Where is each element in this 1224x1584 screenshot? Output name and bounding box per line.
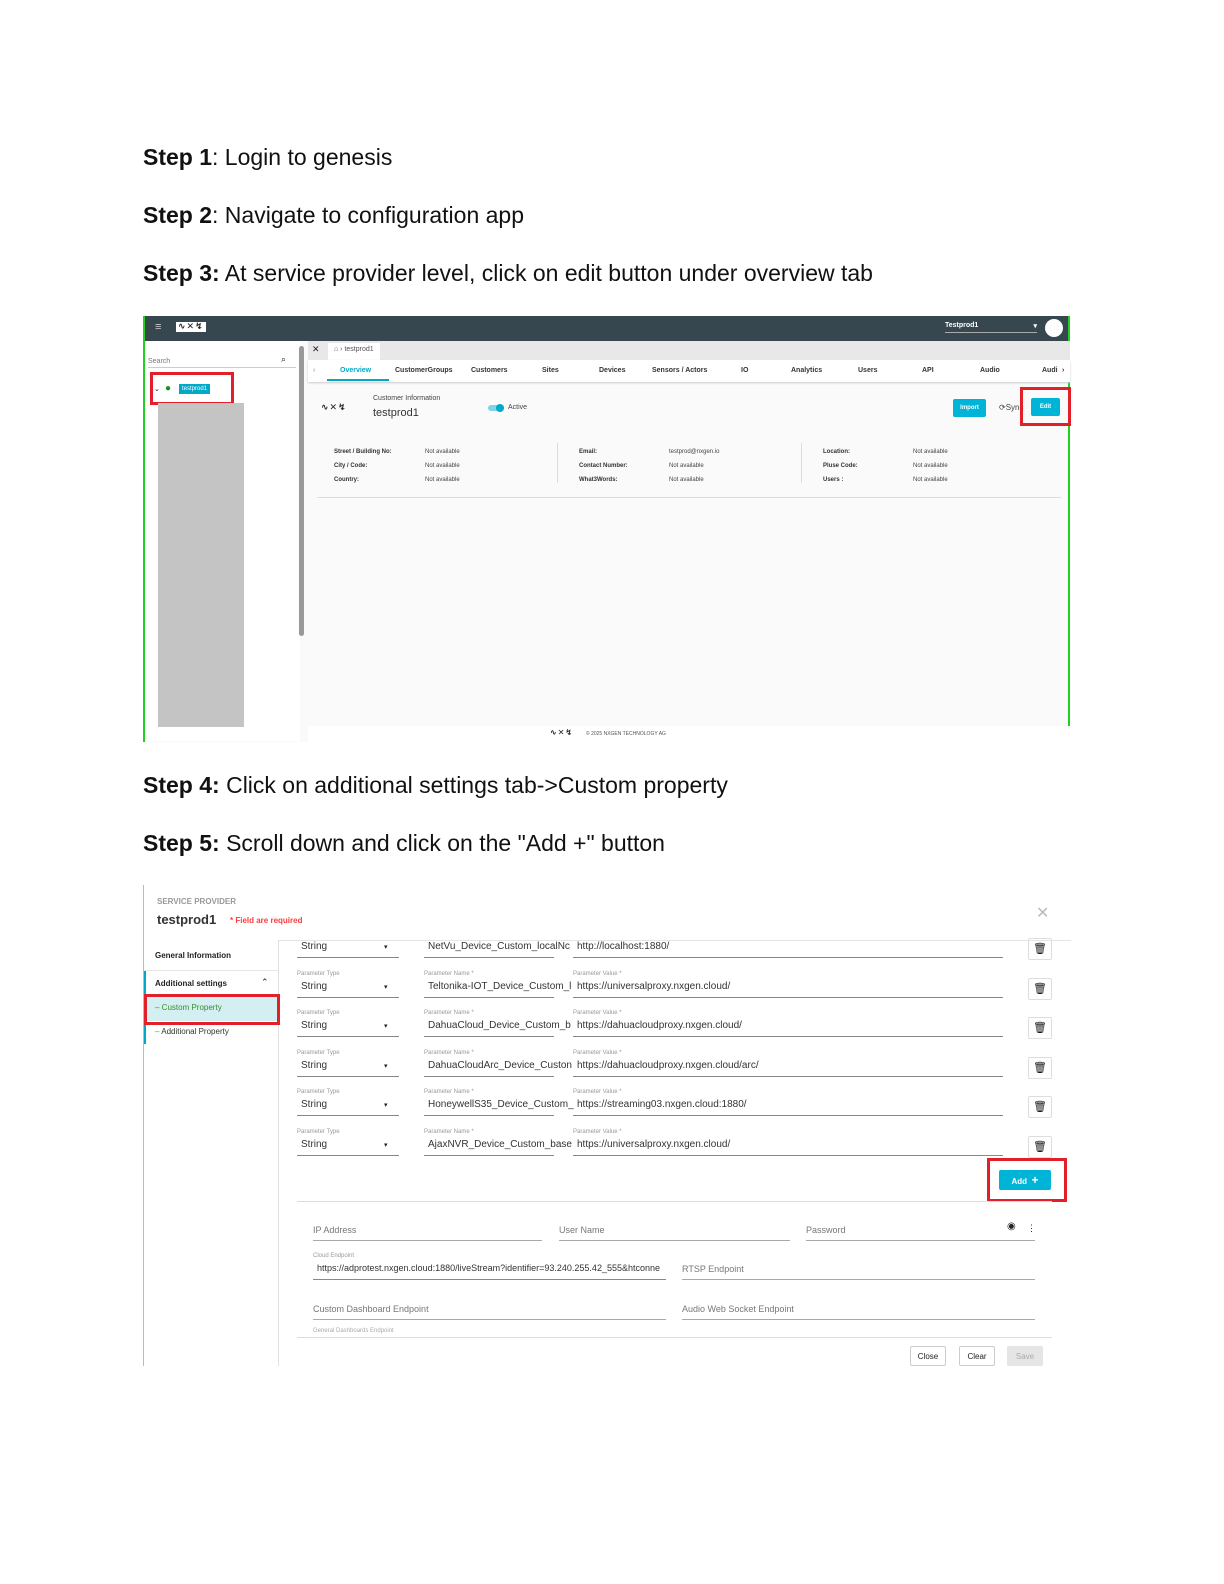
detail-label: What3Words:	[579, 477, 618, 483]
breadcrumb-item: testprod1	[344, 346, 374, 353]
account-name: Testprod1	[945, 322, 979, 329]
caret-down-icon: ▾	[384, 983, 388, 991]
eye-off-icon[interactable]: ◉	[1007, 1221, 1016, 1232]
overview-screenshot	[143, 316, 1070, 742]
parameter-type-label: Parameter Type	[297, 1089, 340, 1096]
parameter-name-label: Parameter Name *	[424, 1129, 474, 1135]
nav-custom-property[interactable]: – Custom Property	[146, 997, 277, 1021]
custom-property-screenshot	[143, 885, 1070, 1366]
delete-icon[interactable]: 🗑	[1028, 1136, 1052, 1158]
detail-label: Pluse Code:	[823, 463, 858, 469]
caret-down-icon: ▾	[384, 1062, 388, 1070]
clear-button[interactable]: Clear	[959, 1346, 995, 1366]
detail-label: City / Code:	[334, 463, 368, 469]
parameter-type-select[interactable]: String	[297, 1020, 399, 1037]
add-label: Add	[1011, 1177, 1028, 1186]
custom-dashboard-field[interactable]: Custom Dashboard Endpoint	[313, 1304, 666, 1320]
step-2	[143, 202, 524, 229]
nav-general-information[interactable]: General Information	[155, 951, 232, 960]
parameter-name-field[interactable]: HoneywellS35_Device_Custom_	[424, 1099, 554, 1116]
highlight-box	[144, 994, 280, 1025]
tab-indicator	[327, 379, 389, 381]
tab-sensors-actors[interactable]: Sensors / Actors	[652, 367, 708, 374]
delete-icon[interactable]: 🗑	[1028, 1057, 1052, 1079]
tab-customergroups[interactable]: CustomerGroups	[395, 367, 453, 374]
detail-value: Not available	[425, 477, 460, 483]
user-icon: ●	[165, 383, 172, 394]
nav-additional-property-label: Additional Property	[161, 1027, 229, 1036]
tab-analytics[interactable]: Analytics	[791, 367, 823, 374]
delete-icon[interactable]: 🗑	[1028, 938, 1052, 960]
tab-audio[interactable]: Audio	[980, 367, 1000, 374]
highlight-box	[150, 372, 234, 405]
parameter-name-field[interactable]: DahuaCloud_Device_Custom_b	[424, 1020, 554, 1037]
caret-down-icon: ▾	[384, 1142, 388, 1149]
home-icon: ⌂ ›	[334, 346, 345, 353]
detail-value: Not available	[913, 449, 948, 455]
detail-label: Location:	[823, 449, 850, 455]
nxgen-logo: ∿✕↯	[178, 322, 204, 332]
active-toggle[interactable]	[488, 405, 504, 411]
caret-down-icon: ▾	[384, 944, 388, 951]
step-label: Step 2	[143, 202, 213, 228]
parameter-type-label: Parameter Type	[297, 970, 340, 977]
close-icon[interactable]: ✕	[1036, 905, 1050, 922]
status-label: Active	[508, 404, 528, 411]
parameter-value-field[interactable]: https://dahuacloudproxy.nxgen.cloud/	[573, 1020, 1003, 1037]
plus-icon: +	[1031, 1173, 1039, 1187]
tree-panel	[145, 341, 300, 741]
parameter-name-field[interactable]: DahuaCloudArc_Device_Custon	[424, 1060, 554, 1077]
parameter-value-label: Parameter Value *	[573, 970, 622, 977]
import-button[interactable]: Import	[953, 399, 986, 417]
avatar[interactable]	[1045, 319, 1063, 337]
detail-value: Not available	[425, 463, 460, 469]
parameter-value-field[interactable]: https://universalproxy.nxgen.cloud/	[573, 1139, 1003, 1156]
detail-label: Contact Number:	[579, 463, 628, 469]
detail-label: Users :	[823, 477, 844, 483]
delete-icon[interactable]: 🗑	[1028, 1017, 1052, 1039]
detail-value: Not available	[913, 477, 948, 483]
parameter-name-label: Parameter Name *	[424, 1049, 474, 1056]
parameter-value-field[interactable]: https://streaming03.nxgen.cloud:1880/	[573, 1099, 1003, 1116]
detail-value: testprod@nxgen.io	[669, 449, 720, 455]
step-label: Step 3:	[143, 260, 220, 286]
detail-value: Not available	[669, 463, 704, 469]
cloud-endpoint-label: Cloud Endpoint	[313, 1253, 355, 1259]
detail-value: Not available	[425, 449, 460, 455]
step-5	[143, 830, 665, 857]
audio-websocket-field[interactable]: Audio Web Socket Endpoint	[682, 1304, 1035, 1320]
step-label: Step 1	[143, 144, 213, 170]
caret-down-icon: ▾	[384, 1102, 388, 1110]
parameter-type-select[interactable]: String	[297, 1060, 399, 1077]
provider-title: testprod1	[157, 912, 217, 927]
footer-logo: ∿✕↯	[550, 728, 574, 737]
detail-value: Not available	[669, 477, 704, 483]
parameter-type-select[interactable]: String	[297, 941, 399, 958]
tab-audio-2[interactable]: Audi	[1042, 367, 1058, 374]
edit-button[interactable]: Edit	[1031, 398, 1060, 416]
step-text: Click on additional settings tab->Custom property	[219, 772, 728, 798]
search-input[interactable]: Search	[148, 358, 296, 368]
ip-address-field[interactable]: IP Address	[313, 1225, 542, 1241]
caret-down-icon: ▾	[1033, 323, 1037, 330]
parameter-value-label: Parameter Value *	[573, 1049, 622, 1056]
parameter-type-select[interactable]: String	[297, 1099, 399, 1116]
close-icon[interactable]: ✕	[312, 344, 320, 354]
highlight-box	[1020, 387, 1071, 426]
tree-placeholder	[158, 403, 244, 727]
parameter-name-field[interactable]: AjaxNVR_Device_Custom_base	[424, 1139, 554, 1156]
customer-name: testprod1	[373, 407, 419, 419]
parameter-type-select[interactable]: String	[297, 981, 399, 998]
tree-item-testprod1[interactable]: testprod1	[179, 384, 210, 394]
tab-scroll-left[interactable]: ‹	[313, 367, 316, 374]
step-text: : Navigate to configuration app	[212, 202, 525, 228]
parameter-value-field[interactable]: https://dahuacloudproxy.nxgen.cloud/arc/	[573, 1060, 1003, 1077]
customer-logo: ∿✕↯	[321, 403, 347, 413]
top-bar	[145, 316, 1068, 341]
detail-label: Street / Building No:	[334, 449, 392, 455]
refresh-icon: ⟳	[999, 403, 1006, 412]
parameter-name-label: Parameter Name *	[424, 970, 474, 977]
parameter-value-label: Parameter Value *	[573, 1010, 622, 1017]
section-label: SERVICE PROVIDER	[157, 897, 236, 906]
required-note: * Field are required	[230, 916, 303, 925]
general-dashboards-label: General Dashboards Endpoint	[313, 1328, 394, 1334]
step-text: : Login to genesis	[212, 144, 393, 170]
user-name-field[interactable]: User Name	[559, 1225, 790, 1241]
step-label: Step 5:	[143, 830, 220, 856]
detail-value: Not available	[913, 463, 948, 469]
step-3	[143, 260, 873, 287]
step-text: At service provider level, click on edit button under overview tab	[219, 260, 873, 286]
parameter-name-field[interactable]: Teltonika-IOT_Device_Custom_l	[424, 981, 554, 998]
password-field[interactable]: Password	[806, 1225, 1035, 1241]
account-select[interactable]	[945, 322, 1037, 333]
step-label: Step 4:	[143, 772, 220, 798]
parameter-value-field[interactable]: http://localhost:1880/	[573, 941, 1003, 958]
breadcrumb-bar	[308, 341, 1070, 360]
customer-info-label: Customer Information	[373, 395, 441, 402]
tab-io[interactable]: IO	[741, 367, 749, 374]
search-icon[interactable]: ⌕	[281, 354, 287, 364]
parameter-name-label: Parameter Name *	[424, 1010, 474, 1017]
save-button[interactable]: Save	[1007, 1346, 1043, 1366]
parameter-type-label: Parameter Type	[297, 1010, 340, 1017]
cloud-endpoint-field[interactable]: https://adprotest.nxgen.cloud:1880/liveStream?identifier=93.240.255.42_555&htconne	[313, 1263, 666, 1280]
delete-icon[interactable]: 🗑	[1028, 1096, 1052, 1118]
copyright: © 2025 NXGEN TECHNOLOGY AG	[586, 731, 666, 737]
more-vert-icon[interactable]: ⋮	[1027, 1223, 1036, 1233]
parameter-type-label: Parameter Type	[297, 1049, 340, 1056]
nav-additional-settings[interactable]: Additional settings	[155, 979, 227, 988]
detail-label: Email:	[579, 449, 598, 455]
step-4	[143, 772, 728, 799]
settings-nav	[144, 940, 279, 1366]
delete-icon[interactable]: 🗑	[1028, 978, 1052, 1000]
close-button[interactable]: Close	[910, 1346, 946, 1366]
scrollbar[interactable]	[299, 346, 304, 636]
step-1	[143, 144, 392, 171]
tab-api[interactable]: API	[922, 367, 934, 374]
tab-overview[interactable]: Overview	[340, 367, 372, 374]
nav-custom-property-label: Custom Property	[161, 1003, 222, 1012]
tab-users[interactable]: Users	[858, 367, 878, 374]
chevron-down-icon[interactable]: ⌄	[154, 386, 160, 393]
parameter-type-label: Parameter Type	[297, 1129, 340, 1135]
step-text: Scroll down and click on the "Add +" button	[219, 830, 665, 856]
tab-scroll-right[interactable]: ›	[1062, 367, 1065, 374]
parameter-name-label: Parameter Name *	[424, 1089, 474, 1096]
tab-sites[interactable]: Sites	[542, 367, 559, 374]
tab-devices[interactable]: Devices	[599, 367, 626, 374]
sync-label: Sync	[1005, 403, 1024, 412]
parameter-type-select[interactable]: String	[297, 1139, 399, 1156]
chevron-up-icon[interactable]: ⌃	[261, 977, 269, 987]
highlight-box	[987, 1158, 1067, 1202]
tab-customers[interactable]: Customers	[471, 367, 508, 374]
parameter-value-label: Parameter Value *	[573, 1129, 622, 1135]
parameter-name-field[interactable]: NetVu_Device_Custom_localNc	[424, 941, 554, 958]
caret-down-icon: ▾	[384, 1023, 388, 1031]
rtsp-endpoint-field[interactable]: RTSP Endpoint	[682, 1264, 1035, 1280]
parameter-value-field[interactable]: https://universalproxy.nxgen.cloud/	[573, 981, 1003, 998]
footer	[308, 726, 1070, 742]
nav-additional-property[interactable]: – Additional Property	[155, 1027, 229, 1036]
parameter-value-label: Parameter Value *	[573, 1089, 622, 1096]
menu-icon[interactable]: ≡	[155, 321, 162, 333]
detail-label: Country:	[334, 477, 359, 483]
breadcrumb[interactable]	[328, 343, 380, 360]
